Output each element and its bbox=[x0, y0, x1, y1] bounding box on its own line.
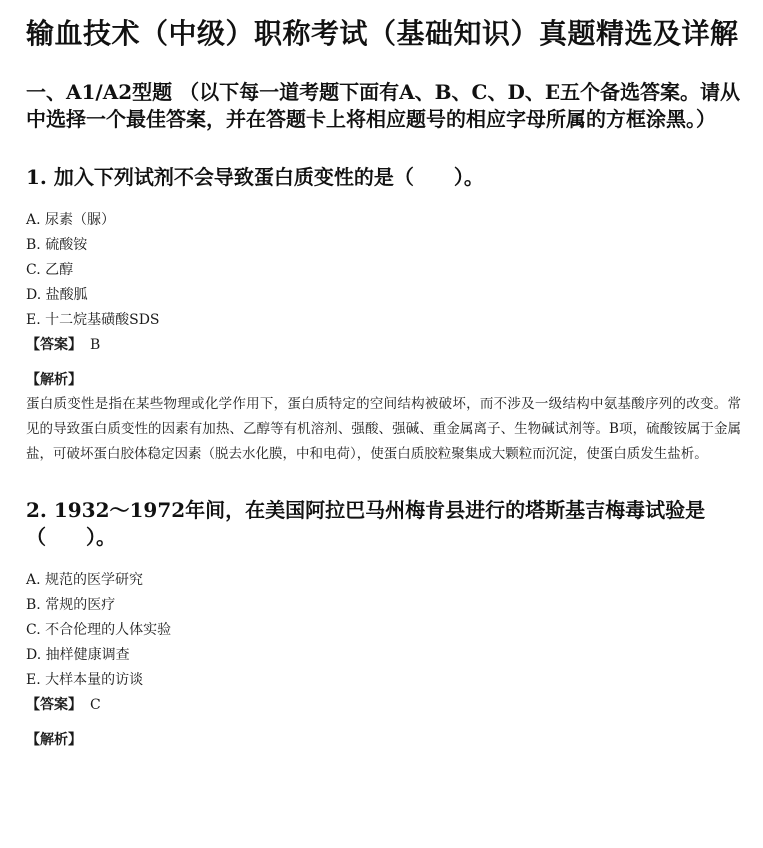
option-b: B. 常规的医疗 bbox=[26, 597, 116, 613]
answer-value: B bbox=[90, 337, 101, 353]
option-a: A. 尿素（脲） bbox=[26, 212, 116, 228]
answer-value: C bbox=[90, 697, 101, 713]
section-heading: 一、A1/A2型题 （以下每一道考题下面有A、B、C、D、E五个备选答案。请从中选择一个最佳答案，并在答题卡上将相应题号的相应字母所属的方框涂黑。） bbox=[26, 80, 741, 131]
analysis-label: 【解析】 bbox=[26, 372, 82, 388]
document-page bbox=[26, 0, 741, 752]
analysis-label: 【解析】 bbox=[26, 732, 82, 748]
answer-line bbox=[26, 693, 741, 718]
option-d: D. 抽样健康调查 bbox=[26, 647, 130, 663]
question-stem: 1. 加入下列试剂不会导致蛋白质变性的是（ ）。 bbox=[26, 165, 484, 189]
option-e: E. 大样本量的访谈 bbox=[26, 672, 144, 688]
option-d: D. 盐酸胍 bbox=[26, 287, 88, 303]
answer-label: 【答案】 bbox=[26, 697, 82, 713]
option-c: C. 乙醇 bbox=[26, 262, 74, 278]
question-1 bbox=[26, 164, 741, 467]
option-e: E. 十二烷基磺酸SDS bbox=[26, 312, 160, 328]
analysis-text: 蛋白质变性是指在某些物理或化学作用下，蛋白质特定的空间结构被破坏，而不涉及一级结构中氨基酸序列的改变。常见的导致蛋白质变性的因素有加热、乙醇等有机溶剂、强酸、强碱、重金属离子、生物碱试剂等。B项，硫酸铵属于金属盐，可破坏蛋白胶体稳定因素（脱去水化膜，中和电荷），使蛋白质胶粒聚集成大颗粒而沉淀，使蛋白质发生盐析。 bbox=[26, 396, 741, 462]
options-list bbox=[26, 568, 741, 693]
question-stem: 2. 1932～1972年间，在美国阿拉巴马州梅肯县进行的塔斯基吉梅毒试验是（ ）。 bbox=[26, 498, 706, 549]
option-b: B. 硫酸铵 bbox=[26, 237, 88, 253]
option-a: A. 规范的医学研究 bbox=[26, 572, 144, 588]
option-c: C. 不合伦理的人体实验 bbox=[26, 622, 172, 638]
answer-label: 【答案】 bbox=[26, 337, 82, 353]
document-title: 输血技术（中级）职称考试（基础知识）真题精选及详解 bbox=[26, 17, 739, 50]
question-2 bbox=[26, 497, 741, 752]
options-list bbox=[26, 208, 741, 333]
answer-line bbox=[26, 333, 741, 358]
